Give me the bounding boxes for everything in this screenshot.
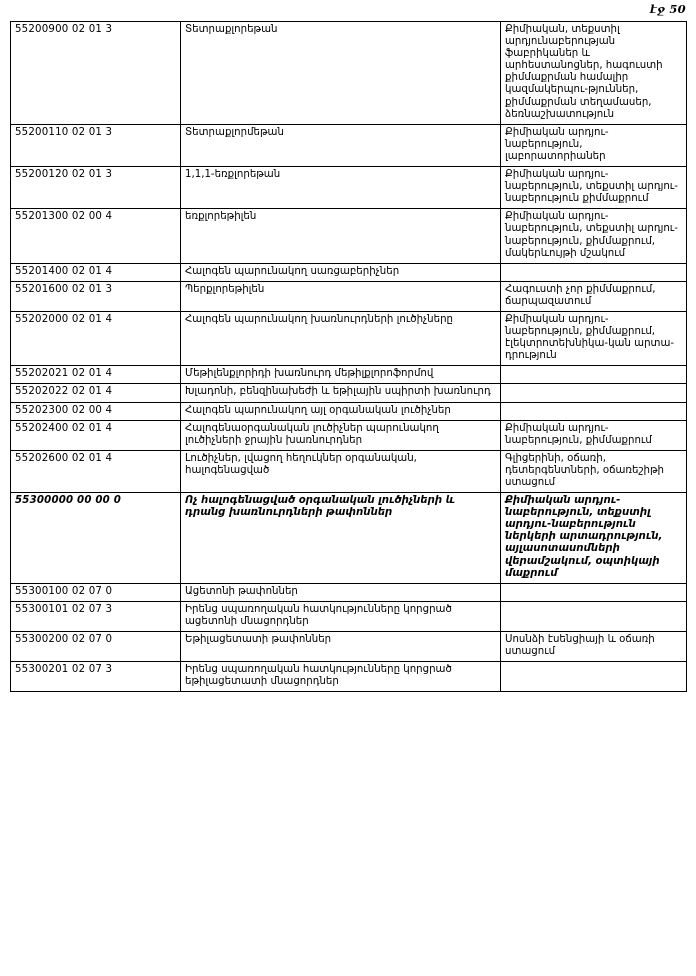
table-row [11, 450, 687, 492]
waste-code-cell: 55300101 02 07 3 [11, 601, 181, 631]
waste-source-cell: Քիմիական արդյու-նաբերություն, տեքստիլ արդյու-նաբերություն ներկերի արտադրություն, այլասոտասոմների վերամշակում, օպտիկայի մաքրում [501, 493, 687, 584]
waste-code-cell: 55200120 02 01 3 [11, 167, 181, 209]
waste-source-cell [501, 263, 687, 281]
table-row [11, 263, 687, 281]
waste-source-cell: Գլիցերինի, օճառի, դետերգենտների, օճառեշիթի ստացում [501, 450, 687, 492]
waste-code-cell: 55201300 02 00 4 [11, 209, 181, 263]
waste-code-cell: 55200110 02 01 3 [11, 124, 181, 166]
waste-code-cell: 55202600 02 01 4 [11, 450, 181, 492]
waste-code-cell: 55201400 02 01 4 [11, 263, 181, 281]
waste-name-cell: Մեթիլենքլորիդի խառնուրդ մեթիլքլորոֆորմով [181, 366, 501, 384]
table-row [11, 209, 687, 263]
table-row [11, 384, 687, 402]
waste-source-cell: Քիմիական արդյու-նաբերություն, քիմմաքրում [501, 420, 687, 450]
waste-code-cell: 55201600 02 01 3 [11, 281, 181, 311]
table-row [11, 402, 687, 420]
waste-name-cell: Տետրաքլորմեթան [181, 124, 501, 166]
waste-name-cell: Տետրաքլորեթան [181, 22, 501, 125]
waste-code-cell: 55200900 02 01 3 [11, 22, 181, 125]
waste-source-cell: Քիմիական արդյու-նաբերություն, քիմմաքրում, էլեկտրոտեխնիկա-կան արտա-դրություն [501, 311, 687, 365]
table-row [11, 493, 687, 584]
waste-name-cell: Իրենց սպառողական հատկությունները կորցրած եթիլացետատի մնացորդներ [181, 662, 501, 692]
waste-source-cell: Քիմիական արդյու-նաբերություն, լաբորատորիաներ [501, 124, 687, 166]
waste-source-cell: Հագուստի չոր քիմմաքրում, ճարպազատում [501, 281, 687, 311]
table-row [11, 601, 687, 631]
waste-name-cell: Ոչ հալոգենացված օրգանական լուծիչների և դրանց խառնուրդների թափոններ [181, 493, 501, 584]
waste-code-cell: 55300100 02 07 0 [11, 583, 181, 601]
table-row [11, 662, 687, 692]
waste-code-cell: 55202400 02 01 4 [11, 420, 181, 450]
table-row [11, 167, 687, 209]
waste-source-cell [501, 583, 687, 601]
waste-code-cell: 55300000 00 00 0 [11, 493, 181, 584]
waste-name-cell: Խլադոնի, բենզինախեժի և եթիլային սպիրտի խառնուրդ [181, 384, 501, 402]
table-row [11, 22, 687, 125]
waste-name-cell: Հալոգեն պարունակող այլ օրգանական լուծիչներ [181, 402, 501, 420]
waste-code-cell: 55300201 02 07 3 [11, 662, 181, 692]
table-row [11, 583, 687, 601]
waste-name-cell: Հալոգեն պարունակող խառնուրդների լուծիչները [181, 311, 501, 365]
waste-code-cell: 55202021 02 01 4 [11, 366, 181, 384]
waste-source-cell [501, 601, 687, 631]
waste-code-cell: 55202022 02 01 4 [11, 384, 181, 402]
waste-source-cell: Քիմիական արդյու-նաբերություն, տեքստիլ արդյու-նաբերություն քիմմաքրում [501, 167, 687, 209]
waste-source-cell [501, 662, 687, 692]
waste-code-cell: 55202300 02 00 4 [11, 402, 181, 420]
waste-name-cell: Հալոգեն պարունակող սառցաբերիչներ [181, 263, 501, 281]
table-row [11, 311, 687, 365]
page-number-label: էջ 50 [649, 2, 686, 16]
waste-source-cell [501, 402, 687, 420]
waste-name-cell: Հալոգենաօրգանական լուծիչներ պարունակող լուծիչների ջրային խառնուրդներ [181, 420, 501, 450]
waste-name-cell: Լուծիչներ, լվացող հեղուկներ օրգանական, հալոգենացված [181, 450, 501, 492]
waste-name-cell: Իրենց սպառողական հատկությունները կորցրած ացետոնի մնացորդներ [181, 601, 501, 631]
table-row [11, 366, 687, 384]
waste-source-cell: Սոսնձի էսենցիայի և օճառի ստացում [501, 632, 687, 662]
waste-name-cell: Պերքլորեթիլեն [181, 281, 501, 311]
table-row [11, 420, 687, 450]
waste-name-cell: 1,1,1-եռքլորեթան [181, 167, 501, 209]
waste-source-cell [501, 366, 687, 384]
waste-name-cell: Ացետոնի թափոններ [181, 583, 501, 601]
table-row [11, 281, 687, 311]
waste-name-cell: եռքլորեթիլեն [181, 209, 501, 263]
waste-source-cell: Քիմիական, տեքստիլ արդյունաբերության ֆաբրիկաներ և արհեստանոցներ, հագուստի քիմմաքրման համալիր կազմակերպու-թյուններ, քիմմաքրման տեղամասեր, ձեռնաշխատություն [501, 22, 687, 125]
waste-codes-table [10, 21, 687, 692]
waste-source-cell: Քիմիական արդյու-նաբերություն, տեքստիլ արդյու-նաբերություն, քիմմաքրում, մակերևույթի մշակում [501, 209, 687, 263]
waste-code-cell: 55300200 02 07 0 [11, 632, 181, 662]
waste-source-cell [501, 384, 687, 402]
table-body [11, 22, 687, 692]
table-row [11, 632, 687, 662]
table-row [11, 124, 687, 166]
waste-name-cell: Եթիլացետատի թափոններ [181, 632, 501, 662]
waste-code-cell: 55202000 02 01 4 [11, 311, 181, 365]
